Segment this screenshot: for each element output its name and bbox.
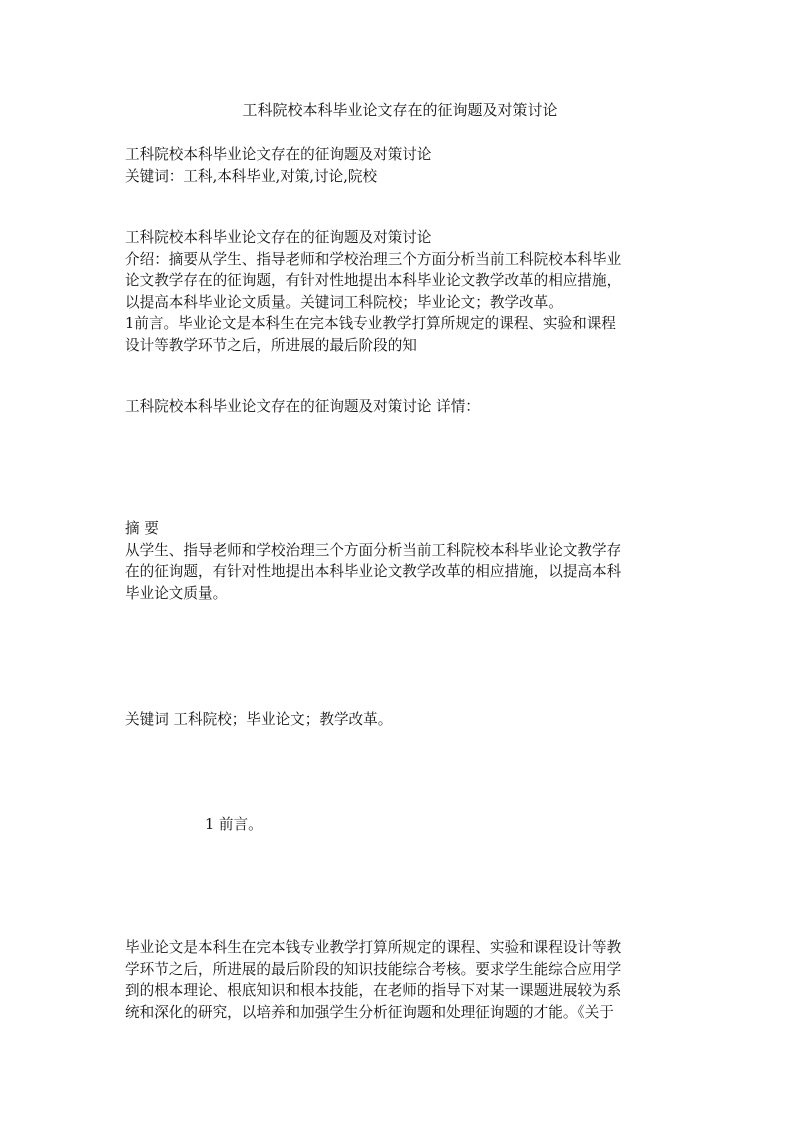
abstract-line: 在的征询题，有针对性地提出本科毕业论文教学改革的相应措施，以提高本科 — [125, 563, 622, 580]
intro-title: 工科院校本科毕业论文存在的征询题及对策讨论 — [125, 229, 432, 246]
keywords-line: 关键词 工科院校；毕业论文；教学改革。 — [125, 711, 393, 728]
intro-block — [125, 227, 685, 356]
detail-heading-block — [125, 396, 685, 418]
body-line: 学环节之后，所进展的最后阶段的知识技能综合考核。要求学生能综合应用学 — [125, 960, 622, 978]
body-line: 统和深化的研究，以培养和加强学生分析征询题和处理征询题的才能。《关于 — [125, 1003, 614, 1021]
detail-heading: 工科院校本科毕业论文存在的征询题及对策讨论 详情： — [125, 398, 480, 415]
section-heading: 1 前言。 — [205, 816, 263, 833]
keywords-block — [125, 709, 685, 731]
header-keywords: 关键词：工科,本科毕业,对策,讨论,院校 — [125, 167, 378, 185]
page-title: 工科院校本科毕业论文存在的征询题及对策讨论 — [242, 101, 558, 119]
intro-line: 论文教学存在的征询题，有针对性地提出本科毕业论文教学改革的相应措施， — [125, 272, 622, 289]
header-title: 工科院校本科毕业论文存在的征询题及对策讨论 — [125, 146, 432, 163]
body-line: 到的根本理论、根底知识和根本技能，在老师的指导下对某一课题进展较为系 — [125, 982, 622, 999]
body-line: 毕业论文是本科生在完本钱专业教学打算所规定的课程、实验和课程设计等教 — [125, 939, 622, 956]
intro-line: 介绍：摘要从学生、指导老师和学校治理三个方面分析当前工科院校本科毕业 — [125, 250, 622, 268]
header-block — [125, 144, 685, 187]
body-block — [125, 937, 675, 1023]
abstract-line: 从学生、指导老师和学校治理三个方面分析当前工科院校本科毕业论文教学存 — [125, 541, 622, 559]
abstract-line: 毕业论文质量。 — [125, 584, 228, 602]
intro-line: 设计等教学环节之后，所进展的最后阶段的知 — [125, 336, 417, 354]
abstract-block — [125, 518, 685, 604]
section-heading-block — [205, 814, 765, 836]
abstract-heading: 摘 要 — [125, 520, 159, 537]
intro-line: 以提高本科毕业论文质量。关键词工科院校；毕业论文；教学改革。 — [125, 293, 563, 311]
intro-line: 1前言。毕业论文是本科生在完本钱专业教学打算所规定的课程、实验和课程 — [125, 315, 616, 332]
